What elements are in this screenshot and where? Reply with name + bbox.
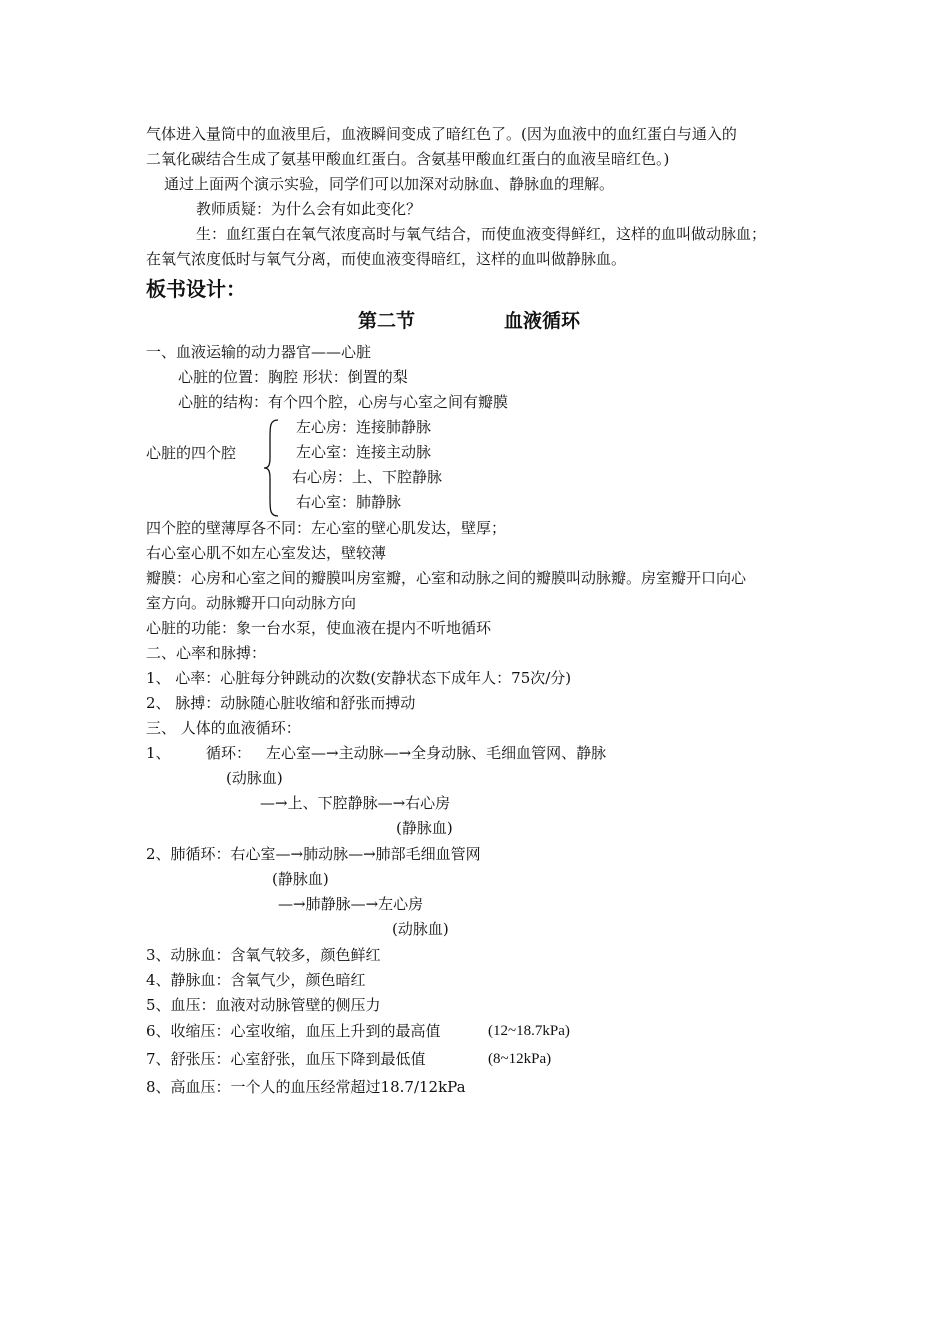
venous-blood: 4、静脉血：含氧气少，颜色暗红 <box>146 971 366 989</box>
heart-structure: 心脏的结构：有个四个腔，心房与心室之间有瓣膜 <box>178 393 509 411</box>
hypertension: 8、高血压：一个人的血压经常超过18.7/12kPa <box>146 1078 466 1096</box>
heart-position: 心脏的位置：胸腔 形状：倒置的梨 <box>178 368 408 386</box>
pulmonary-path-2: —→肺静脉—→左心房 <box>278 895 424 913</box>
chambers-label: 心脏的四个腔 <box>146 444 237 462</box>
pulmonary-note-arterial: (动脉血) <box>392 920 449 938</box>
chamber-right-atrium: 右心房：上、下腔静脉 <box>292 468 443 486</box>
section-title-number: 第二节 <box>358 310 416 332</box>
chamber-right-ventricle: 右心室：肺静脉 <box>296 493 402 511</box>
student-answer-line-1: 生：血红蛋白在氧气浓度高时与氧气结合，而使血液变得鲜红，这样的血叫做动脉血； <box>196 225 767 243</box>
section2-heading: 二、心率和脉搏： <box>146 644 267 662</box>
circulation1-path: 左心室—→主动脉—→全身动脉、毛细血管网、静脉 <box>266 744 607 762</box>
heart-rate: 1、 心率：心脏每分钟跳动的次数(安静状态下成年人：75次/分) <box>146 669 572 687</box>
diastolic-pressure: 7、舒张压：心室舒张，血压下降到最低值 <box>146 1050 426 1068</box>
blood-pressure: 5、血压：血液对动脉管壁的侧压力 <box>146 996 381 1014</box>
circulation1-note-venous: (静脉血) <box>396 819 453 837</box>
pulmonary-note-venous: (静脉血) <box>272 870 329 888</box>
circulation1-number: 1、 <box>146 744 171 762</box>
wall-thickness-line-1: 四个腔的壁薄厚各不同：左心室的壁心肌发达，壁厚； <box>146 519 507 537</box>
intro-line-2: 二氧化碳结合生成了氨基甲酸血红蛋白。含氨基甲酸血红蛋白的血液呈暗红色。) <box>146 150 670 168</box>
valve-line-1: 瓣膜：心房和心室之间的瓣膜叫房室瓣，心室和动脉之间的瓣膜叫动脉瓣。房室瓣开口向心 <box>146 569 747 587</box>
teacher-question: 教师质疑：为什么会有如此变化？ <box>196 200 422 218</box>
section1-heading: 一、血液运输的动力器官——心脏 <box>146 343 372 361</box>
circulation1-label: 循环： <box>206 744 252 762</box>
pulse: 2、 脉搏：动脉随心脏收缩和舒张而搏动 <box>146 694 416 712</box>
intro-line-3: 通过上面两个演示实验，同学们可以加深对动脉血、静脉血的理解。 <box>164 175 615 193</box>
circulation1-note-arterial: (动脉血) <box>226 769 283 787</box>
pulmonary-circulation-path: 2、肺循环：右心室—→肺动脉—→肺部毛细血管网 <box>146 845 481 863</box>
curly-brace <box>262 418 282 518</box>
board-design-heading: 板书设计： <box>146 277 246 301</box>
arterial-blood: 3、动脉血：含氧气较多，颜色鲜红 <box>146 946 381 964</box>
systolic-pressure-value: (12~18.7kPa) <box>488 1023 570 1039</box>
intro-line-1: 气体进入量筒中的血液里后，血液瞬间变成了暗红色了。(因为血液中的血红蛋白与通入的 <box>146 125 737 143</box>
chamber-left-ventricle: 左心室：连接主动脉 <box>296 443 432 461</box>
section-title-name: 血液循环 <box>504 310 581 332</box>
chamber-left-atrium: 左心房：连接肺静脉 <box>296 418 432 436</box>
section3-heading: 三、 人体的血液循环： <box>146 719 301 737</box>
diastolic-pressure-value: (8~12kPa) <box>488 1051 552 1067</box>
student-answer-line-2: 在氧气浓度低时与氧气分离，而使血液变得暗红，这样的血叫做静脉血。 <box>146 250 627 268</box>
systolic-pressure: 6、收缩压：心室收缩，血压上升到的最高值 <box>146 1022 441 1040</box>
circulation1-path-2: —→上、下腔静脉—→右心房 <box>260 794 451 812</box>
wall-thickness-line-2: 右心室心肌不如左心室发达，壁较薄 <box>146 544 387 562</box>
valve-line-2: 室方向。动脉瓣开口向动脉方向 <box>146 594 357 612</box>
heart-function: 心脏的功能：象一台水泵，使血液在提内不听地循环 <box>146 619 492 637</box>
